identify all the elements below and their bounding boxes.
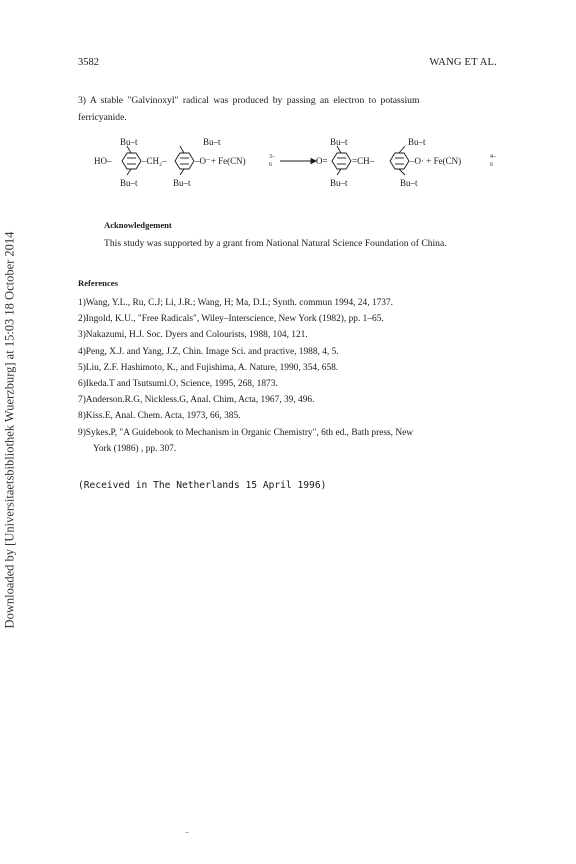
ring-3-tbu-bottom: Bu–t [330,178,348,188]
page-number: 3582 [78,57,99,68]
acknowledgement-text: This study was supported by a grant from National Natural Science Foundation of China. [104,238,447,249]
reference-item: 2)Ingold, K.U., "Free Radicals", Wiley–Interscience, New York (1982), pp. 1–65. [78,314,384,325]
reaction-arrow [280,159,316,164]
note-line-2: ferricyanide. [78,112,127,123]
ring-4-tbu-bottom: Bu–t [400,178,418,188]
ring-4 [390,146,409,175]
reference-item [78,425,518,457]
ch2-group: –CH₂– [142,156,167,166]
sub-6-left: 6 [269,162,272,168]
ho-group: HO– [94,156,112,166]
scan-mark [185,832,189,833]
reaction-scheme-figure [60,130,530,200]
charge-4minus: 4– [490,154,496,160]
references-list [78,295,518,457]
reference-item: 6)Ikeda.T and Tsutsumi.O, Science, 1995, 268, 1873. [78,379,278,390]
ring-2-tbu-top: Bu–t [203,137,221,147]
ring-2 [175,146,194,175]
ring-1-tbu-bottom: Bu–t [120,178,138,188]
received-date: (Received in The Netherlands 15 April 1996) [78,480,327,491]
reaction-scheme [60,130,530,200]
note-line-1: 3) A stable "Galvinoxyl" radical was produced by passing an electron to potassium [78,95,420,106]
phenoxide-ferricyanide: –O⁻+ Fe(CN) [195,156,246,166]
ring-4-tbu-top: Bu–t [408,137,426,147]
methine-group: =CH– [352,156,375,166]
references-heading: References [78,278,118,288]
ring-1-tbu-top: Bu–t [120,137,138,147]
note-item-3 [78,92,498,126]
download-watermark-text: Downloaded by [Universitaetsbibliothek Wuerzburg] at 15:03 18 October 2014 [2,231,17,629]
charge-3minus: 3– [269,154,275,160]
radical-ferrocyanide: –O· + Fe(CN) [410,156,462,166]
ring-3 [332,146,351,175]
sub-6-right: 6 [490,162,493,168]
reference-9-line-2: York (1986) , pp. 307. [93,443,177,454]
ring-3-tbu-top: Bu–t [330,137,348,147]
reference-9-line-1: 9)Sykes.P, "A Guidebook to Mechanism in Organic Chemistry", 6th ed., Bath press, New [78,427,414,438]
reference-item: 1)Wang, Y.L., Ru, C.J; Li, J.R.; Wang, H; Ma, D.L; Synth. commun 1994, 24, 1737. [78,298,393,308]
download-watermark [0,0,20,864]
ring-1 [122,146,141,175]
reference-item: 4)Peng, X.J. and Yang, J.Z, Chin. Image Sci. and practive, 1988, 4, 5. [78,346,339,357]
acknowledgement-heading: Acknowledgement [104,220,172,230]
reference-item: 7)Anderson.R.G, Nickless.G, Anal. Chim, Acta, 1967, 39, 496. [78,395,315,406]
ring-2-tbu-bottom: Bu–t [173,178,191,188]
reference-item: 8)Kiss.E, Anal. Chem. Acta, 1973, 66, 385. [78,411,241,422]
running-head: WANG ET AL. [429,57,497,68]
reference-item: 3)Nakazumi, H.J. Soc. Dyers and Colourists, 1988, 104, 121. [78,330,308,341]
quinone-oxygen: O= [316,156,328,166]
reference-item: 5)Liu, Z.F. Hashimoto, K., and Fujishima, A. Nature, 1990, 354, 658. [78,362,339,373]
